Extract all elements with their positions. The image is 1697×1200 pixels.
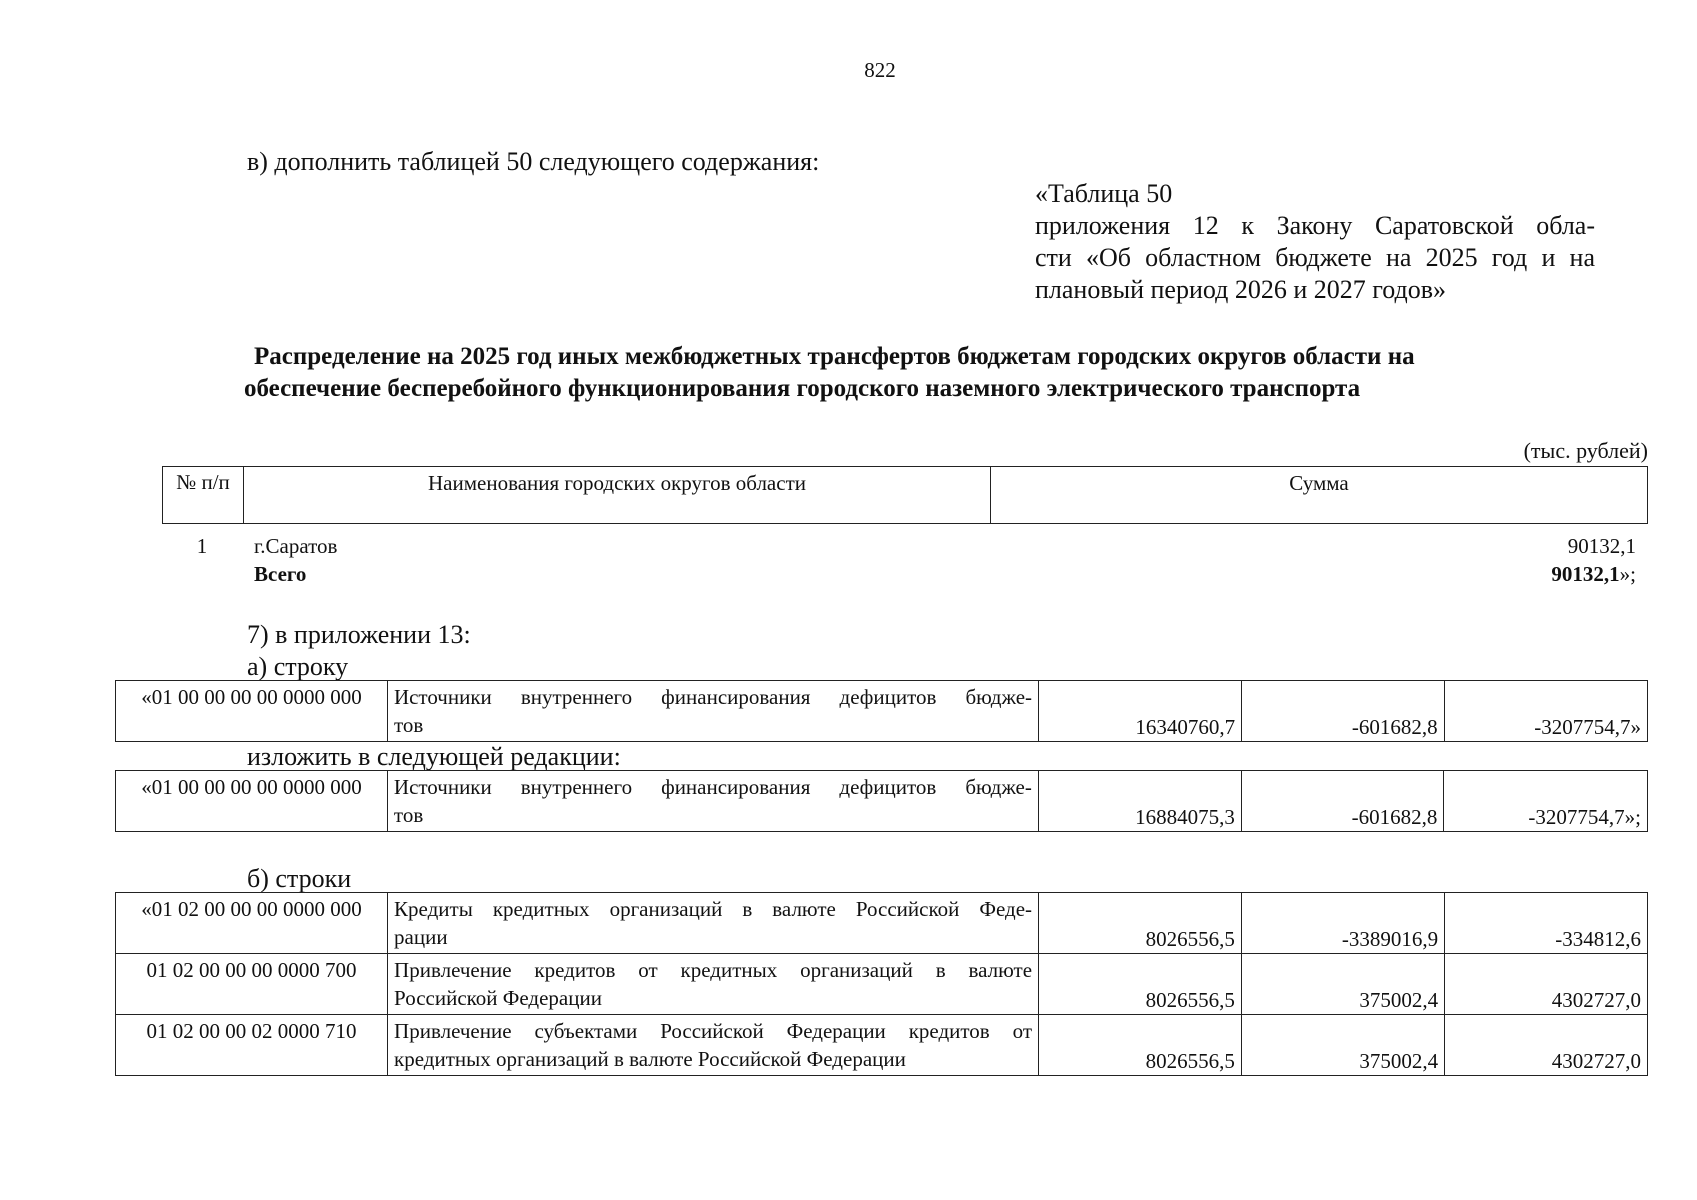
row-sum: 90132,1 (1567, 534, 1636, 558)
row-code: «01 00 00 00 00 0000 000 (116, 681, 388, 742)
item-b: б) строки (247, 864, 352, 893)
total-suffix: »; (1619, 562, 1636, 586)
row-code: 01 02 00 00 00 0000 700 (116, 954, 388, 1015)
row-a-old-table (115, 680, 1648, 742)
total-sum: 90132,1 (1551, 562, 1620, 586)
row-value-2026: 375002,4 (1241, 1015, 1444, 1076)
caption-line: «Таблица 50 (1035, 179, 1173, 208)
document-title (244, 341, 1594, 405)
row-value-2026: -601682,8 (1242, 681, 1445, 742)
row-value-2025: 8026556,5 (1039, 1015, 1242, 1076)
table-row (116, 893, 1648, 954)
row-name: Привлечение кредитов от кредитных организаций в валюте Российской Федерации (388, 954, 1039, 1015)
row-code: «01 02 00 00 00 0000 000 (116, 893, 388, 954)
table-caption (1035, 178, 1595, 306)
total-label: Всего (254, 562, 307, 586)
replace-text: изложить в следующей редакции: (247, 742, 621, 771)
row-value-2027: 4302727,0 (1445, 1015, 1648, 1076)
row-value-2026: -601682,8 (1241, 771, 1443, 832)
row-name: г.Саратов (254, 534, 338, 558)
row-value-2027: 4302727,0 (1445, 954, 1648, 1015)
row-value-2025: 16340760,7 (1039, 681, 1242, 742)
header-name: Наименования городских округов области (244, 467, 991, 524)
item-7: 7) в приложении 13: (247, 620, 471, 649)
item-a: а) строку (247, 652, 349, 681)
title-line: обеспечение бесперебойного функционирования городского наземного электрического транспорта (244, 375, 1361, 402)
table-row (116, 771, 1648, 832)
page-number: 822 (864, 58, 896, 82)
table-row (116, 681, 1648, 742)
row-code: 01 02 00 00 02 0000 710 (116, 1015, 388, 1076)
total-row (162, 560, 1648, 588)
row-value-2027: -3207754,7» (1444, 681, 1647, 742)
row-value-2027: -3207754,7»; (1444, 771, 1648, 832)
title-line: Распределение на 2025 год иных межбюджетных трансфертов бюджетам городских округов области на (254, 343, 1415, 370)
table50-body (162, 532, 1648, 588)
header-sum: Сумма (991, 467, 1648, 524)
row-value-2025: 8026556,5 (1039, 893, 1242, 954)
units-note: (тыс. рублей) (1523, 438, 1648, 463)
row-value-2026: -3389016,9 (1241, 893, 1444, 954)
row-num: 1 (196, 534, 208, 558)
caption-line: сти «Об областном бюджете на 2025 год и на (1035, 243, 1595, 272)
header-num: № п/п (163, 467, 244, 524)
row-name: Источники внутреннего финансирования дефицитов бюдже- тов (387, 681, 1038, 742)
row-name: Источники внутреннего финансирования дефицитов бюдже- тов (387, 771, 1038, 832)
row-value-2026: 375002,4 (1241, 954, 1444, 1015)
intro-text: в) дополнить таблицей 50 следующего содержания: (247, 147, 820, 176)
row-name: Кредиты кредитных организаций в валюте Российской Феде- рации (388, 893, 1039, 954)
table-row (116, 1015, 1648, 1076)
row-code: «01 00 00 00 00 0000 000 (116, 771, 388, 832)
caption-line: плановый период 2026 и 2027 годов» (1035, 275, 1447, 304)
row-value-2025: 8026556,5 (1039, 954, 1242, 1015)
table-row (162, 532, 1648, 560)
row-a-new-table (115, 770, 1648, 832)
row-name: Привлечение субъектами Российской Федерации кредитов от кредитных организаций в валюте Российской Федерации (388, 1015, 1039, 1076)
table-row (116, 954, 1648, 1015)
row-value-2025: 16884075,3 (1038, 771, 1241, 832)
table50-header (162, 466, 1648, 524)
caption-line: приложения 12 к Закону Саратовской обла- (1035, 211, 1595, 240)
row-value-2027: -334812,6 (1445, 893, 1648, 954)
rows-b-table (115, 892, 1648, 1076)
